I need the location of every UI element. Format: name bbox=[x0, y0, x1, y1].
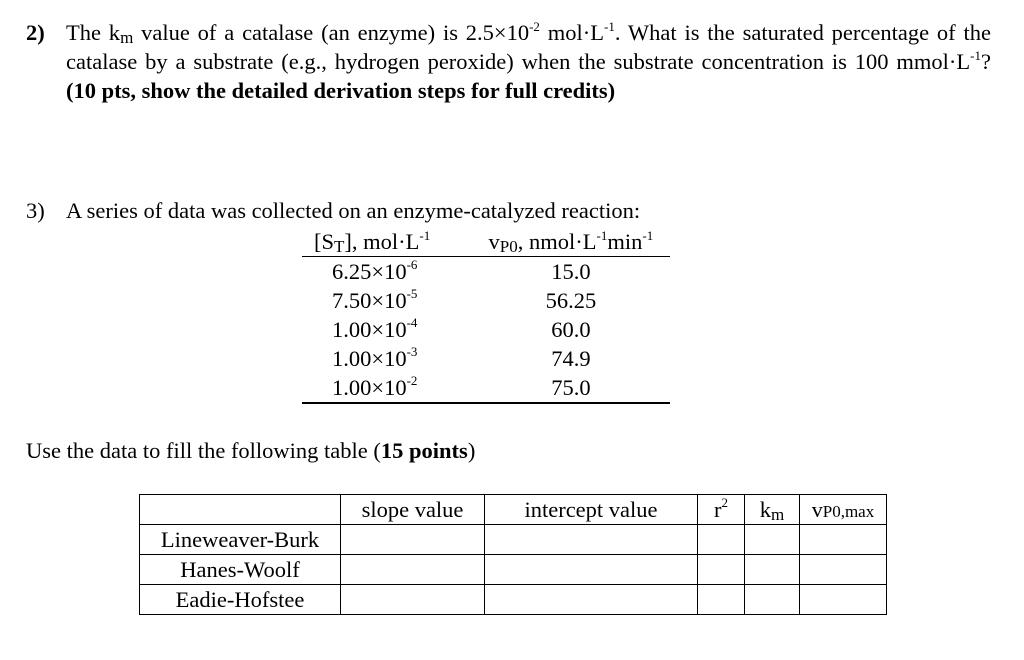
km-header: $k_m$ bbox=[745, 495, 800, 525]
velocity-cell: 56.25 bbox=[545, 287, 597, 313]
q2-points-note: (10 pts, show the detailed derivation steps for full credits) bbox=[66, 78, 616, 103]
km-answer-cell[interactable] bbox=[745, 525, 800, 555]
slope-answer-cell[interactable] bbox=[341, 525, 485, 555]
slope-answer-cell[interactable] bbox=[341, 555, 485, 585]
data-table-header-row bbox=[302, 228, 670, 257]
q2-exponent: -2 bbox=[529, 18, 540, 34]
vmax-answer-cell[interactable] bbox=[800, 585, 887, 615]
intercept-header: intercept value bbox=[485, 495, 698, 525]
fill-table-instruction: Use the data to fill the following table (15 points) bbox=[26, 438, 476, 463]
data-table-row bbox=[302, 344, 670, 373]
q2-text-part: value of a catalase (an enzyme) is 2.5×10 bbox=[133, 20, 530, 45]
answer-table-row bbox=[140, 585, 887, 615]
question-3-text: A series of data was collected on an enzyme-catalyzed reaction: bbox=[66, 198, 641, 223]
slope-header: slope value bbox=[341, 495, 485, 525]
question-2 bbox=[26, 18, 991, 105]
substrate-concentration-cell: $1.00\times 10^{-2}$ bbox=[302, 373, 454, 403]
velocity-cell: 74.9 bbox=[551, 345, 591, 371]
km-answer-cell[interactable] bbox=[745, 555, 800, 585]
question-3 bbox=[26, 196, 640, 225]
km-answer-cell[interactable] bbox=[745, 585, 800, 615]
intercept-answer-cell[interactable] bbox=[485, 525, 698, 555]
method-label: Eadie-Hofstee bbox=[140, 585, 341, 615]
intercept-answer-cell[interactable] bbox=[485, 555, 698, 585]
r-squared-answer-cell[interactable] bbox=[698, 555, 745, 585]
question-2-text bbox=[66, 18, 991, 105]
r-squared-answer-cell[interactable] bbox=[698, 585, 745, 615]
answer-table-row bbox=[140, 525, 887, 555]
q2-exponent: -1 bbox=[970, 47, 981, 63]
instruction-points: 15 points bbox=[380, 438, 468, 463]
q2-text-part: . What is the saturated percentage of the catalase by a substrate (e.g., hydrogen peroxide) when the substrate concentration is 100 mmol·L bbox=[66, 20, 991, 74]
question-3-number: 3) bbox=[26, 198, 45, 223]
q2-text-part: The k bbox=[66, 20, 121, 45]
velocity-cell: 15.0 bbox=[551, 258, 591, 284]
data-table-row bbox=[302, 257, 670, 287]
vmax-answer-cell[interactable] bbox=[800, 555, 887, 585]
slope-answer-cell[interactable] bbox=[341, 585, 485, 615]
data-table-row bbox=[302, 286, 670, 315]
q2-km-subscript: m bbox=[120, 28, 134, 47]
q2-exponent: -1 bbox=[604, 18, 615, 34]
substrate-velocity-data-table bbox=[302, 228, 670, 404]
velocity-cell: 75.0 bbox=[454, 373, 670, 403]
answer-table-row bbox=[140, 555, 887, 585]
vmax-answer-cell[interactable] bbox=[800, 525, 887, 555]
r-squared-answer-cell[interactable] bbox=[698, 525, 745, 555]
question-2-number: 2) bbox=[26, 20, 45, 45]
answer-table-corner-cell bbox=[140, 495, 341, 525]
velocity-cell: 60.0 bbox=[551, 316, 591, 342]
q2-text-part: mol·L bbox=[539, 20, 605, 45]
answer-table-header-row bbox=[140, 495, 887, 525]
method-label: Hanes-Woolf bbox=[140, 555, 341, 585]
data-table-row bbox=[302, 315, 670, 344]
initial-velocity-header: $v_{P0}$, $nmol\cdot L^{-1}\min^{-1}$ bbox=[454, 228, 670, 257]
r-squared-header: $r^2$ bbox=[698, 495, 745, 525]
vmax-header: vP0,max bbox=[800, 495, 887, 525]
substrate-concentration-cell: $6.25\times 10^{-6}$ bbox=[332, 257, 418, 284]
q2-text-part: ? bbox=[981, 49, 991, 74]
data-table-row bbox=[302, 373, 670, 403]
substrate-concentration-cell: $1.00\times 10^{-4}$ bbox=[332, 315, 418, 342]
substrate-concentration-cell: $7.50\times 10^{-5}$ bbox=[332, 286, 418, 313]
intercept-answer-cell[interactable] bbox=[485, 585, 698, 615]
substrate-concentration-cell: $1.00\times 10^{-3}$ bbox=[332, 344, 418, 371]
substrate-concentration-header: $[S_T]$, $mol\cdot L^{-1}$ bbox=[302, 228, 454, 257]
linearization-answer-table bbox=[139, 494, 887, 615]
method-label: Lineweaver-Burk bbox=[140, 525, 341, 555]
